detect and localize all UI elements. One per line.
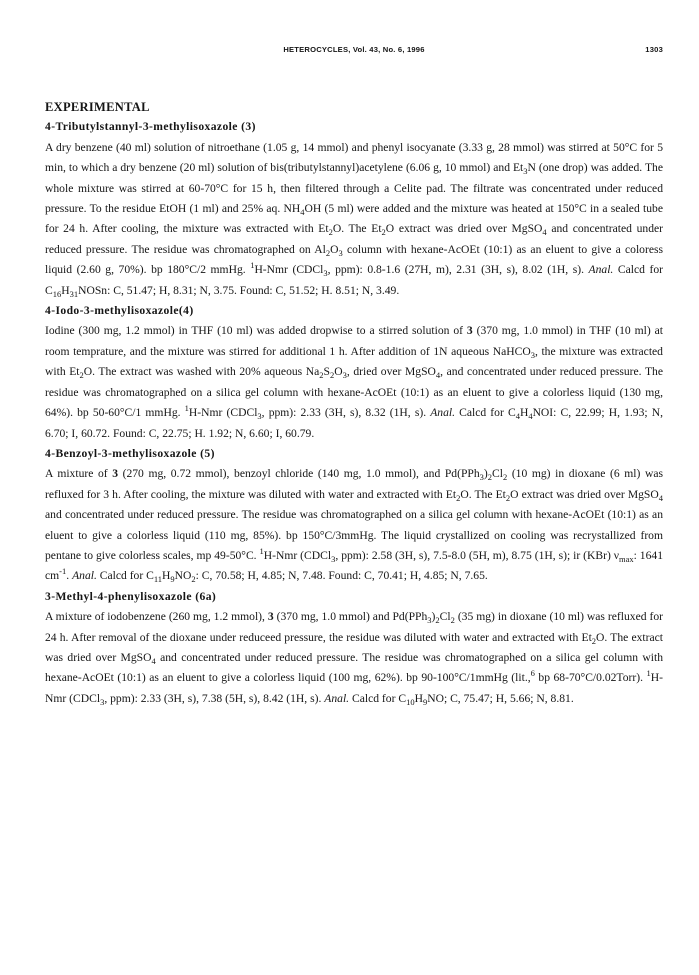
text-run: (370 mg, 1.0 mmol) and Pd(PPh <box>273 610 428 624</box>
compound-heading-4 <box>45 301 663 321</box>
text-run: H <box>61 283 70 297</box>
subscript: 2 <box>456 492 461 503</box>
text-run: Calcd for C <box>349 691 407 705</box>
compound-heading-3 <box>45 117 663 137</box>
procedure-paragraph-5 <box>45 464 663 586</box>
procedure-paragraph-3 <box>45 138 663 301</box>
subscript: 4 <box>528 411 533 422</box>
subscript: 3 <box>100 696 105 707</box>
superscript: 1 <box>184 403 189 414</box>
text-run: , ppm): 0.8-1.6 (27H, m), 2.31 (3H, s), 8.02 (1H, s). <box>327 263 589 277</box>
text-run: , ppm): 2.33 (3H, s), 7.38 (5H, s), 8.42 (1H, s). <box>104 691 325 705</box>
compound-name: 3-Methyl-4-phenylisoxazole <box>45 589 192 603</box>
subscript: 4 <box>300 207 305 218</box>
text-run: S <box>323 365 330 379</box>
compound-number: (3) <box>237 120 256 134</box>
text-run: , dried over MgSO <box>346 365 436 379</box>
text-run: O. The extract was washed with 20% aqueous Na <box>83 365 320 379</box>
subscript: 4 <box>515 411 520 422</box>
superscript: 1 <box>250 260 255 271</box>
subscript: 16 <box>52 288 62 299</box>
text-run: (270 mg, 0.72 mmol), benzoyl chloride (140 mg, 1.0 mmol), and Pd(PPh <box>118 467 480 481</box>
anal-label: Anal. <box>430 406 456 420</box>
subscript: 2 <box>319 370 324 381</box>
text-run: H <box>414 691 423 705</box>
text-run: column with hexane-AcOEt (10:1) as an eluent to give a coloress liquid (2.60 g, 70%). bp 180°C/2 mmHg. <box>45 242 663 277</box>
text-run: A mixture of iodobenzene (260 mg, 1.2 mmol), <box>45 610 268 624</box>
subscript: 2 <box>450 615 455 626</box>
subscript: 9 <box>422 696 428 707</box>
text-run: A dry benzene (40 ml) solution of nitroethane (1.05 g, 14 mmol) and phenyl isocyanate (3.33 g, 28 mmol) was stirred at 50°C for 5 min, to which a dry benzene (20 ml) solution of bis(tributylstannyl)acetylene (6.06 g, 10 mmol) and Et <box>45 140 663 175</box>
subscript: 2 <box>487 472 493 483</box>
text-run: (370 mg, 1.0 mmol) in THF (10 ml) at room temprature, and the mixture was stirred for additional 1 h. After addition of 1N aqueous NaHCO <box>45 324 663 358</box>
superscript: -1 <box>59 566 67 577</box>
subscript: 2 <box>381 227 386 238</box>
subscript: 4 <box>151 655 156 666</box>
anal-label: Anal. <box>72 569 97 583</box>
text-run: and concentrated under reduced pressure. The residue was chromatographed on Al <box>45 222 664 256</box>
subscript: 3 <box>523 166 528 177</box>
article-body <box>45 97 663 709</box>
subscript: 2 <box>591 635 597 646</box>
text-run: H-Nmr (CDCl <box>254 263 324 277</box>
compound-ref: 3 <box>112 467 119 481</box>
procedure-paragraph-6a <box>45 607 663 709</box>
text-run: O <box>334 365 343 379</box>
text-run: O extract was dried over MgSO <box>510 487 659 501</box>
text-run: and concentrated under reduced pressure. The residue was chromatographed on a silica gel column with hexane-AcOEt (10:1) as an eluent to give a colorless liquid (100 mg, 62%). bp 90-100°C/1mmHg (lit., <box>45 650 663 685</box>
superscript: 1 <box>646 668 651 679</box>
text-run: H <box>162 569 171 583</box>
subscript: 3 <box>257 411 262 422</box>
compound-name: 4-Benzoyl-3-methylisoxazole <box>45 446 197 460</box>
text-run: (10 mg) in dioxane (6 ml) was refluxed for 3 h. After cooling, the mixture was diluted with water and extracted with Et <box>45 467 663 501</box>
subscript: 4 <box>658 492 664 503</box>
text-run: NOSn: C, 51.47; H, 8.31; N, 3.75. Found: C, 51.52; H. 8.51; N, 3.49. <box>78 283 400 297</box>
subscript: 2 <box>435 615 440 626</box>
subscript: 3 <box>342 370 347 381</box>
subscript: 3 <box>530 349 535 360</box>
anal-label: Anal. <box>324 691 350 705</box>
text-run: , ppm): 2.58 (3H, s), 7.5-8.0 (5H, m), 8.75 (1H, s); ir (KBr) ν <box>335 548 619 562</box>
text-run: : C, 70.58; H, 4.85; N, 7.48. Found: C, 70.41; H, 4.85; N, 7.65. <box>195 569 488 583</box>
subscript: 2 <box>325 247 331 258</box>
subscript: 2 <box>505 492 511 503</box>
compound-ref: 3 <box>267 610 274 624</box>
subscript: 10 <box>406 696 415 707</box>
text-run: Calcd for C <box>96 569 154 583</box>
superscript: 6 <box>530 668 535 679</box>
subscript: 3 <box>323 268 328 279</box>
compound-name: 4-Iodo-3-methylisoxazole(4) <box>45 304 194 318</box>
text-run: Cl <box>492 467 503 481</box>
text-run: H <box>519 406 529 420</box>
text-run: and concentrated under reduced pressure. The residue was chromatographed on a silica gel column with hexane-AcOEt (10:1) as an eluent to give a colorless liquid (110 mg, 85%). bp 150°C/3mmHg. The liquid crystallized on cooling was recrystallized from pentane to give colorless scales, mp 49-50°C. <box>45 508 663 562</box>
subscript: 2 <box>191 574 196 585</box>
text-run: ) <box>483 467 488 481</box>
text-run: OH (5 ml) were added and the mixture was heated at 150°C in a sealed tube for 24 h. After cooling, the mixture was extracted with Et <box>45 202 663 236</box>
text-run: NO; C, 75.47; H, 5.66; N, 8.81. <box>427 691 574 705</box>
subscript: 2 <box>79 370 84 381</box>
text-run: NO <box>174 569 192 583</box>
compound-number: (5) <box>196 446 215 460</box>
page-number: 1303 <box>645 45 663 54</box>
text-run: (35 mg) in dioxane (10 ml) was refluxed for 24 h. After removal of the dioxane under reduceed pressure, the residue was diluted with water and extracted with Et <box>45 610 663 644</box>
text-run: A mixture of <box>45 467 113 481</box>
compound-name: 4-Tributylstannyl-3-methylisoxazole <box>45 120 238 134</box>
subscript: 4 <box>435 370 441 381</box>
text-run: , ppm): 2.33 (3H, s), 8.32 (1H, s). <box>261 406 431 420</box>
text-run: H-Nmr (CDCl <box>263 548 332 562</box>
text-run: ) <box>431 610 436 624</box>
text-run: Iodine (300 mg, 1.2 mmol) in THF (10 ml) was added dropwise to a stirred solution of <box>45 324 467 338</box>
text-run: O. The Et <box>460 487 506 501</box>
subscript: 3 <box>479 472 484 483</box>
compound-heading-6a <box>45 587 663 607</box>
subscript: 2 <box>328 227 333 238</box>
subscript: 11 <box>153 574 163 585</box>
subscript: 3 <box>427 615 432 626</box>
text-run: H-Nmr (CDCl <box>188 406 258 420</box>
text-run: Cl <box>439 610 451 624</box>
procedure-paragraph-4 <box>45 321 663 443</box>
section-title: EXPERIMENTAL <box>45 100 150 114</box>
text-run: N (one drop) was added. The whole mixture was stirred at 60-70°C for 15 h, then filtered through a Celite pad. The filtrate was concentrated under reduced pressure. To the residue EtOH (1 ml) and 25% aq. NH <box>45 161 663 216</box>
anal-label: Anal. <box>588 263 614 277</box>
subscript: 31 <box>69 288 79 299</box>
text-run: bp 68-70°C/0.02Torr). <box>534 671 647 685</box>
compound-ref: 3 <box>466 324 473 338</box>
text-run: , the mixture was extracted with Et <box>45 344 663 379</box>
text-run: H-Nmr (CDCl <box>45 671 663 705</box>
subscript: 2 <box>502 472 508 483</box>
compound-number: (6a) <box>191 589 217 603</box>
text-run: , and concentrated under reduced pressure. The residue was chromatographed on a silica gel column with hexane-AcOEt (10:1) as an eluent to give a colorless liquid (130 mg, 64%). bp 50-60°C/1 mmHg. <box>45 365 663 420</box>
text-run: Calcd for C <box>45 263 663 297</box>
subscript: 3 <box>331 553 336 564</box>
subscript: max <box>619 553 634 564</box>
compound-heading-5 <box>45 444 663 464</box>
subscript: 3 <box>338 247 343 258</box>
text-run: . <box>66 569 73 583</box>
text-run: : 1641 cm <box>45 548 663 583</box>
superscript: 1 <box>259 545 264 556</box>
text-run: O. The extract was dried over MgSO <box>45 630 663 664</box>
text-run: NOI: C, 22.99; H, 1.93; N, 6.70; I, 60.72. Found: C, 22.75; H. 1.92; N, 6.60; I, 60.79. <box>45 406 663 440</box>
subscript: 9 <box>170 574 175 585</box>
text-run: O. The Et <box>332 222 382 236</box>
text-run: O <box>330 242 339 256</box>
subscript: 4 <box>542 227 547 238</box>
subscript: 2 <box>330 370 335 381</box>
journal-citation: HETEROCYCLES, Vol. 43, No. 6, 1996 <box>283 45 425 54</box>
text-run: O extract was dried over MgSO <box>385 222 543 236</box>
text-run: Calcd for C <box>455 406 516 420</box>
